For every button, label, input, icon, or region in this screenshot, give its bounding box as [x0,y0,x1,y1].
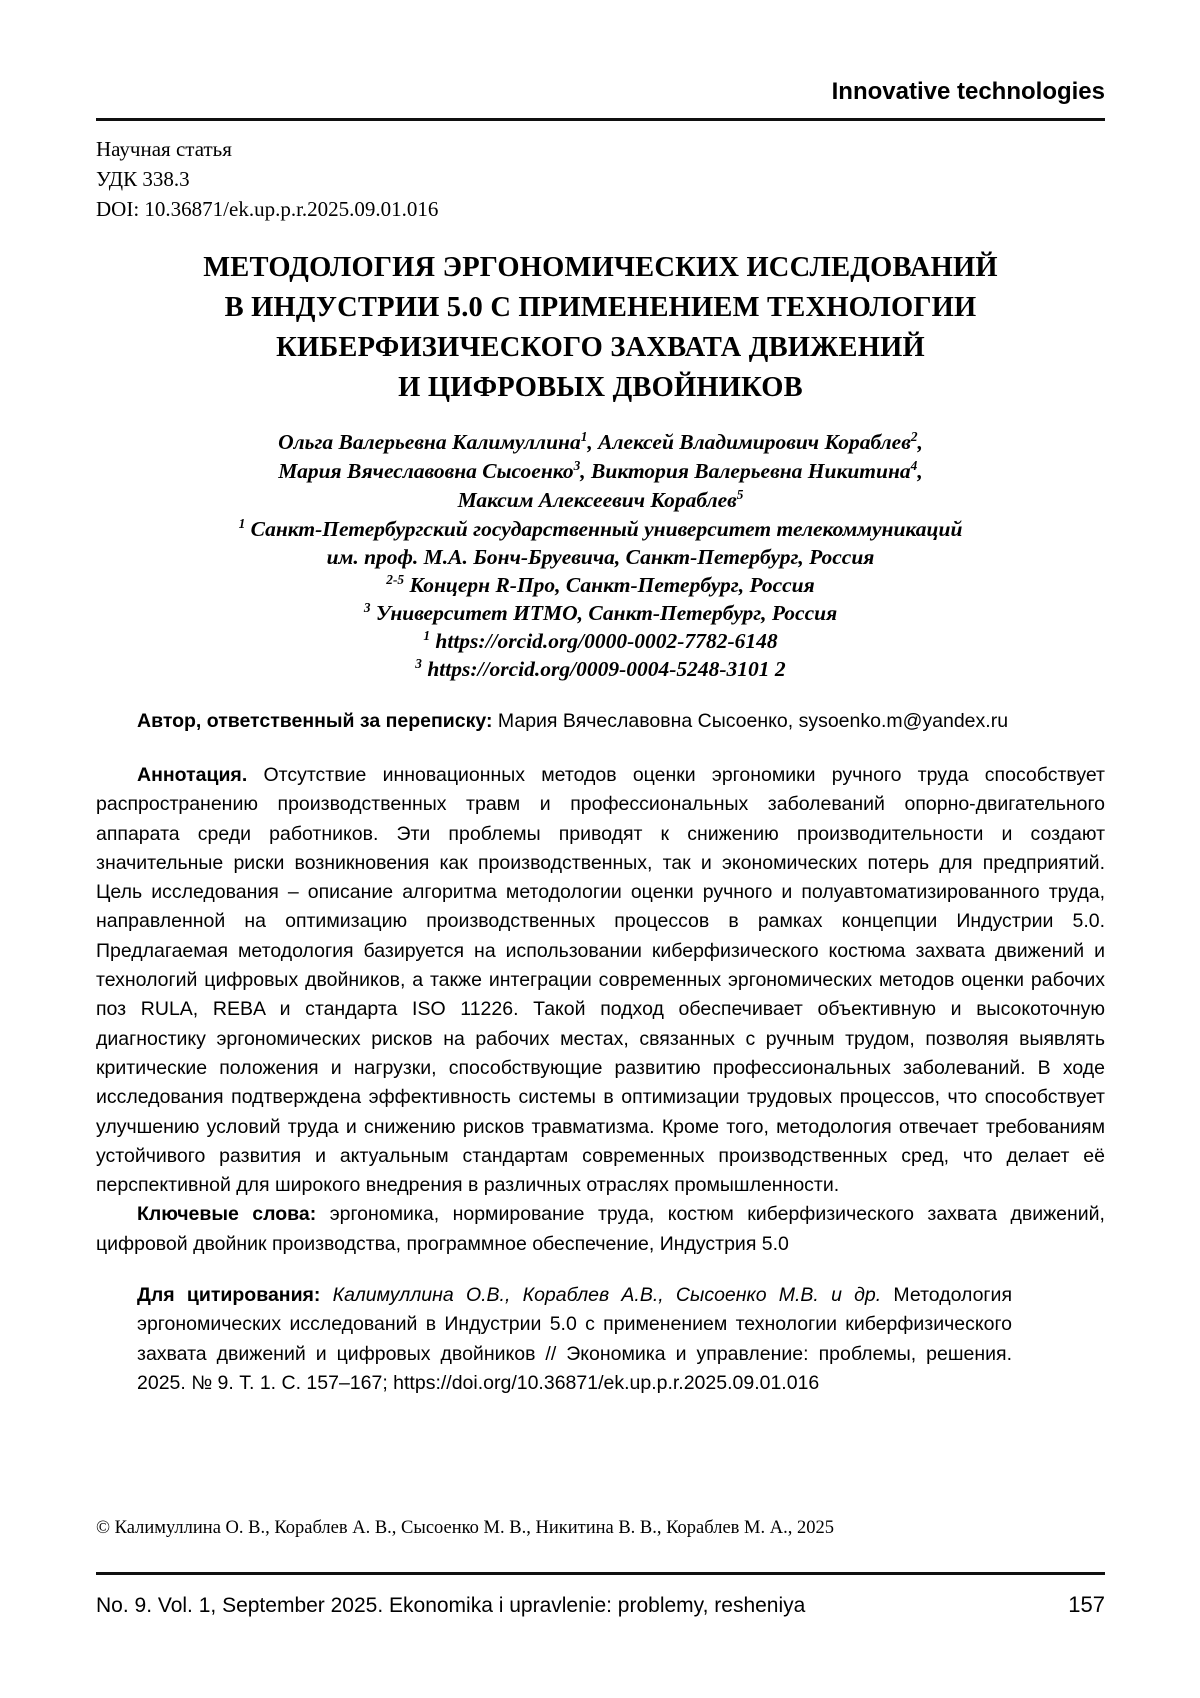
affiliation-superscript: 1 [238,515,246,531]
affiliation-line [96,599,1105,627]
keywords-text: эргономика, нормирование труда, костюм киберфизического захвата движений, цифровой двойник производства, программное обеспечение, Индустрия 5.0 [96,1203,1105,1255]
abstract-label: Аннотация. [137,764,248,786]
abstract-paragraph [96,761,1105,1200]
affiliation-superscript: 3 [415,655,422,671]
authors-line [96,457,1105,486]
running-head: Innovative technologies [831,78,1105,105]
affiliation-superscript: 3 [363,599,371,615]
orcid-url: https://orcid.org/0000-0002-7782-6148 [430,629,778,653]
udk-code: УДК 338.3 [96,167,190,191]
copyright-line: © Калимуллина О. В., Кораблев А. В., Сысоенко М. В., Никитина В. В., Кораблев М. А., 2025 [96,1518,834,1538]
corresponding-author-value: Мария Вячеславовна Сысоенко, sysoenko.m@yandex.ru [492,710,1009,732]
author-name: Максим Алексеевич Кораблев [457,488,737,512]
author-name: Ольга Валерьевна Калимуллина [278,430,581,454]
title-line: В ИНДУСТРИИ 5.0 С ПРИМЕНЕНИЕМ ТЕХНОЛОГИИ [224,292,977,323]
title-line: МЕТОДОЛОГИЯ ЭРГОНОМИЧЕСКИХ ИССЛЕДОВАНИЙ [203,252,998,283]
affiliation-line [96,515,1105,543]
affiliation-line [96,571,1105,599]
affiliation-text: Санкт-Петербургский государственный университет телекоммуникаций [245,517,963,541]
doi-line: DOI: 10.36871/ek.up.p.r.2025.09.01.016 [96,197,439,221]
author-affiliation-superscript: 4 [910,457,918,473]
article-title [96,248,1105,408]
author-affiliation-superscript: 3 [573,457,581,473]
header-rule [96,118,1105,121]
keywords-label: Ключевые слова: [137,1203,317,1226]
corresponding-author-label: Автор, ответственный за переписку: [137,710,493,732]
affiliation-superscript: 1 [423,627,431,643]
affiliation-superscript: 2-5 [386,571,405,587]
page-number: 157 [1068,1592,1105,1617]
citation-paragraph [137,1281,1012,1398]
orcid-url: https://orcid.org/0009-0004-5248-3101 2 [421,657,786,681]
authors-line [96,428,1105,457]
orcid-line [96,655,1105,683]
affiliation-text: Концерн R-Про, Санкт-Петербург, Россия [404,573,815,597]
orcid-line [96,627,1105,655]
title-line: КИБЕРФИЗИЧЕСКОГО ЗАХВАТА ДВИЖЕНИЙ [276,332,925,363]
citation-text: Методология эргономических исследований в Индустрии 5.0 с применением технологии киберфизического захвата движений и цифровых двойников // Экономика и управление: проблемы, решения. 2025. № 9. Т. 1. С. 157–167; https://doi.org/10.36871/ek.up.p.r.2025.09.01.016 [137,1284,1012,1394]
author-separator: , [580,459,592,483]
authors-line [96,486,1105,515]
article-meta [96,134,1105,224]
footer-rule [96,1572,1105,1575]
page-footer [96,1592,1105,1619]
author-affiliation-superscript: 5 [736,486,744,502]
author-separator: , [917,459,923,483]
citation-authors: Калимуллина О.В., Кораблев А.В., Сысоенко М.В. и др. [320,1284,882,1307]
author-affiliation-superscript: 2 [910,428,918,444]
author-name: Виктория Валерьевна Никитина [591,459,911,483]
author-name: Мария Вячеславовна Сысоенко [278,459,574,483]
title-line: И ЦИФРОВЫХ ДВОЙНИКОВ [398,372,803,403]
abstract-text: Отсутствие инновационных методов оценки эргономики ручного труда способствует распространению производственных травм и профессиональных заболеваний опорно-двигательного аппарата среди работников. Эти проблемы приводят к снижению производительности и создают значительные риски возникновения как производственных, так и экономических потерь для предприятий. Цель исследования – описание алгоритма методологии оценки ручного и полуавтоматизированного труда, направленной на оптимизацию производственных процессов в рамках концепции Индустрии 5.0. Предлагаемая методология базируется на использовании киберфизического костюма захвата движений и технологий цифровых двойников, а также интеграции современных эргономических методов оценки рабочих поз RULA, REBA и стандарта ISO 11226. Такой подход обеспечивает объективную и высокоточную диагностику эргономических рисков на рабочих местах, связанных с ручным трудом, позволяя выявлять критические положения и нагрузки, способствующие развитию профессиональных заболеваний. В ходе исследования подтверждена эффективность системы в оптимизации трудовых процессов, что способствует улучшению условий труда и снижению рисков травматизма. Кроме того, методология отвечает требованиям устойчивого развития и актуальным стандартам современных производственных сред, что делает её перспективной для широкого внедрения в различных отраслях промышленности. [96,764,1105,1197]
authors-block [96,428,1105,515]
affiliations-block [96,515,1105,683]
citation-label: Для цитирования: [137,1284,321,1307]
article-type: Научная статья [96,137,232,161]
author-separator: , [917,430,923,454]
author-affiliation-superscript: 1 [580,428,588,444]
journal-issue-line: No. 9. Vol. 1, September 2025. Ekonomika i upravlenie: problemy, resheniya [96,1594,806,1617]
author-separator: , [587,430,599,454]
corresponding-author-line [96,707,1105,736]
keywords-paragraph [96,1200,1105,1259]
affiliation-text: им. проф. М.А. Бонч-Бруевича, Санкт-Петербург, Россия [326,545,875,569]
affiliation-text: Университет ИТМО, Санкт-Петербург, Россия [370,601,838,625]
author-name: Алексей Владимирович Кораблев [598,430,911,454]
affiliation-line [96,543,1105,571]
